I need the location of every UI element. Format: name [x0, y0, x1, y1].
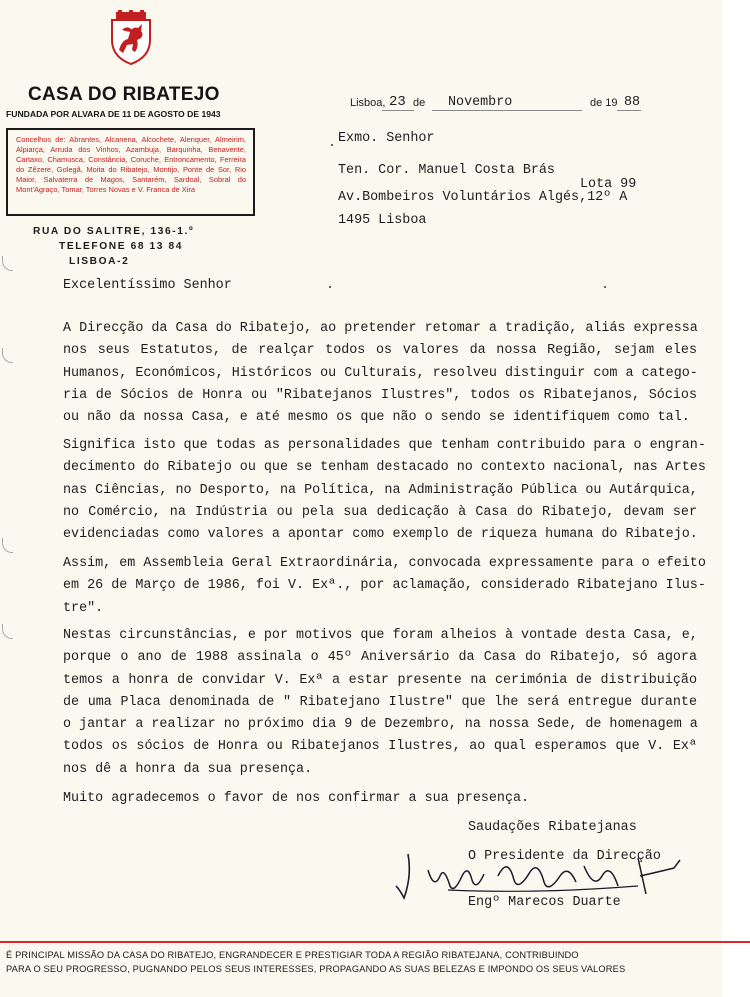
body-line: A Direcção da Casa do Ribatejo, ao pretender retomar a tradição, aliás expressa [63, 321, 698, 336]
body-line: Muito agradecemos o favor de nos confirmar a sua presença. [63, 791, 530, 806]
margin-dot [329, 286, 331, 288]
body-line: de uma Placa denominada de " Ribatejano Ilustre" que lhe será entregue durante [63, 694, 697, 710]
organization-name: CASA DO RIBATEJO [28, 84, 220, 105]
footer-mission-line-1: É PRINCIPAL MISSÃO DA CASA DO RIBATEJO, ENGRANDECER E PRESTIGIAR TODA A REGIÃO RIBATEJANA, CONTRIBUINDO [6, 950, 579, 960]
body-paragraph [63, 628, 697, 784]
date-rule [432, 110, 582, 111]
address-street: RUA DO SALITRE, 136-1.º [33, 226, 195, 237]
body-paragraph [63, 438, 706, 549]
greeting: Excelentíssimo Senhor [63, 278, 232, 293]
body-line: o jantar a realizar no próximo dia 9 de Dezembro, na nossa Sede, de homenagem a [63, 717, 698, 733]
body-line: nas Ciências, no Desporto, na Política, na Administração Pública ou Autárquica, [63, 482, 698, 498]
body-paragraph [63, 321, 697, 432]
closing-role: O Presidente da Direcção [468, 849, 661, 864]
footer-mission-line-2: PARA O SEU PROGRESSO, PUGNANDO PELOS SEUS INTERESSES, PROPAGANDO AS SUAS BELEZAS E IMPONDO OS SEUS VALORES [6, 964, 626, 974]
closing-regards: Saudações Ribatejanas [468, 820, 637, 835]
body-line: Significa isto que todas as personalidades que tenham contribuido para o engran- [63, 438, 706, 453]
address-city: LISBOA-2 [69, 256, 130, 267]
body-paragraph [63, 556, 706, 623]
body-line: nos dê a honra da sua presença. [63, 761, 313, 777]
date-de: de [413, 97, 426, 109]
body-line: ou não da nossa Casa, e até mesmo os que não o sendo se identifiquem como tal. [63, 410, 690, 426]
body-line: em 26 de Março de 1986, foi V. Exª., por aclamação, considerado Ribatejano Ilus- [63, 578, 706, 594]
body-line: porque o ano de 1988 assinala o 45º Aniversário da Casa do Ribatejo, só agora [63, 650, 697, 666]
margin-dot [604, 286, 606, 288]
body-line: Humanos, Económicos, Históricos ou Culturais, resolveu distinguir com a catego- [63, 365, 698, 381]
recipient-name: Ten. Cor. Manuel Costa Brás [338, 163, 555, 178]
date-rule [382, 110, 414, 111]
punch-hole-mark [2, 348, 13, 363]
body-line: Nestas circunstâncias, e por motivos que foram alheios à vontade desta Casa, e, [63, 628, 698, 643]
margin-dot [331, 144, 333, 146]
date-day: 23 [389, 94, 406, 110]
date-place: Lisboa, [350, 97, 386, 109]
recipient-street: Av.Bombeiros Voluntários Algés,12º A [338, 190, 628, 205]
body-line: ria de Sócios de Honra ou "Ribatejanos Ilustres", todos os Ribatejanos, Sócios [63, 387, 697, 403]
punch-hole-mark [2, 256, 13, 271]
body-line: nos seus Estatutos, de realçar todos os valores da nossa Região, sejam eles [63, 343, 697, 359]
body-line: Assim, em Assembleia Geral Extraordinária, convocada expressamente para o efeito [63, 556, 706, 571]
body-line: no Comércio, na Indústria ou pela sua dedicação à Casa do Ribatejo, devam ser [63, 504, 697, 520]
punch-hole-mark [2, 538, 13, 553]
body-line: decimento do Ribatejo ou que se tenham destacado no contexto nacional, nas Artes [63, 460, 706, 476]
body-line: temos a honra de convidar V. Exª a estar presente na cerimónia de distribuição [63, 672, 697, 688]
punch-hole-mark [2, 624, 13, 639]
body-line: tre". [63, 600, 104, 616]
date-month: Novembro [448, 95, 513, 110]
date-year: 88 [624, 95, 641, 110]
body-paragraph [63, 791, 697, 813]
councils-box [6, 128, 255, 216]
address-phone: TELEFONE 68 13 84 [59, 241, 184, 252]
recipient-lot: Lota 99 [580, 177, 637, 192]
signer-name: Engº Marecos Duarte [468, 895, 621, 910]
councils-list: Concelhos de: Abrantes, Alcanena, Alcochete, Alenquer, Almeirim, Alpiarça, Arruda dos Vinhos, Azambuja, Barquinha, Benavente, Cartaxo, Chamusca, Constância, Coruche, Entroncamento, Ferreira do Zêzere, Golegã, Moita do Ribatejo, Montijo, Ponte de Sor, Rio Maior, Salvaterra de Magos, Santarém, Sardoal, Sobral do Mont'Agraço, Tomar, Torres Novas e V. Franca de Xira [16, 135, 246, 195]
recipient-salutation: Exmo. Senhor [338, 131, 435, 146]
footer-red-rule [0, 941, 750, 943]
date-rule [617, 110, 641, 111]
date-year-prefix: de 19 [590, 97, 618, 109]
body-line: evidenciadas como valores a apontar como exemplo de riqueza humana do Ribatejo. [63, 527, 698, 543]
shield-logo-icon [108, 10, 154, 66]
body-line: todos os sócios de Honra ou Ribatejanos Ilustres, ao qual esperamos que V. Exª [63, 739, 697, 755]
recipient-city: 1495 Lisboa [338, 213, 427, 228]
founding-line: FUNDADA POR ALVARA DE 11 DE AGOSTO DE 1943 [6, 109, 221, 119]
